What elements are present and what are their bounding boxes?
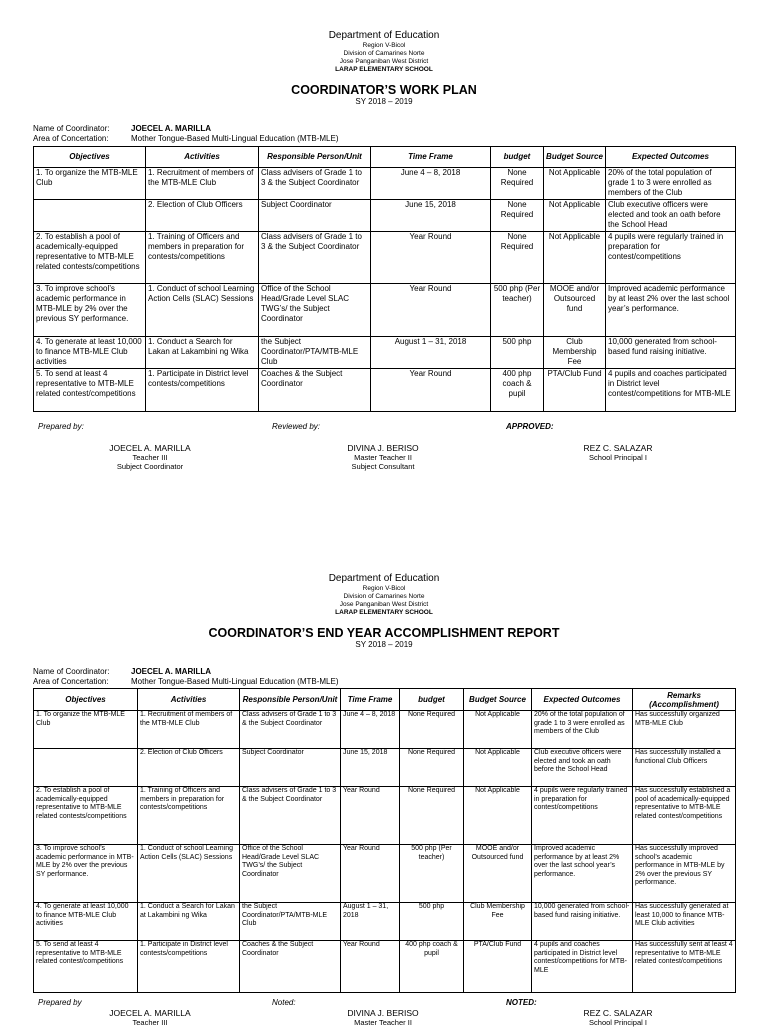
table-cell: June 4 – 8, 2018 xyxy=(341,711,400,749)
table-cell: Year Round xyxy=(371,232,491,284)
approved-label: APPROVED: xyxy=(506,422,554,431)
signatory-position: Master Teacher II xyxy=(354,1018,412,1027)
col-header: Budget Source xyxy=(464,689,532,711)
table-cell: 5. To send at least 4 representative to MTB-MLE related contest/competitions xyxy=(34,369,146,412)
table-cell: MOOE and/or Outsourced fund xyxy=(544,284,606,337)
table-cell: Class advisers of Grade 1 to 3 & the Subject Coordinator xyxy=(240,711,341,749)
dept-name: Department of Education xyxy=(328,573,440,584)
table-cell: Not Applicable xyxy=(464,711,532,749)
table-cell: 400 php coach & pupil xyxy=(400,941,464,993)
col-header: Objectives xyxy=(34,689,138,711)
area-label: Area of Concertation: xyxy=(33,677,109,686)
table-cell: Office of the School Head/Grade Level SLAC TWG’s/ the Subject Coordinator xyxy=(259,284,371,337)
table-cell: Has successfully improved school’s academic performance in MTB-MLE by 2% over the previous SY performance. xyxy=(633,845,736,903)
table-cell: Year Round xyxy=(341,941,400,993)
coordinator-info xyxy=(33,124,339,144)
area-value: Mother Tongue-Based Multi-Lingual Education (MTB-MLE) xyxy=(131,677,339,686)
table-cell: 4. To generate at least 10,000 to finance MTB-MLE Club activities xyxy=(34,903,138,941)
signature-block xyxy=(90,1008,210,1027)
signatory-position: Subject Consultant xyxy=(351,462,415,471)
table-cell: Year Round xyxy=(371,369,491,412)
signatory-position: Teacher III xyxy=(132,1018,168,1027)
prepared-label: Prepared by xyxy=(38,998,82,1007)
table-cell: 1. Training of Officers and members in preparation for contests/competitions xyxy=(138,787,240,845)
table-cell: 500 php xyxy=(400,903,464,941)
table-cell: the Subject Coordinator/PTA/MTB-MLE Club xyxy=(259,337,371,369)
table-cell: August 1 – 31, 2018 xyxy=(371,337,491,369)
table-cell: 500 php (Per teacher) xyxy=(491,284,544,337)
table-cell: 20% of the total population of grade 1 to 3 were enrolled as members of the Club xyxy=(532,711,633,749)
table-cell: None Required xyxy=(400,749,464,787)
signatory-name: REZ C. SALAZAR xyxy=(583,443,653,453)
table-cell: Office of the School Head/Grade Level SLAC TWG’s/ the Subject Coordinator xyxy=(240,845,341,903)
table-cell: Coaches & the Subject Coordinator xyxy=(240,941,341,993)
region: Region V-Bicol xyxy=(362,585,406,592)
signatory-position: School Principal I xyxy=(589,453,647,462)
table-cell: Coaches & the Subject Coordinator xyxy=(259,369,371,412)
district: Jose Panganiban West District xyxy=(339,58,429,65)
signatory-position: Subject Coordinator xyxy=(116,462,184,471)
table-cell: None Required xyxy=(491,232,544,284)
table-cell: 500 php xyxy=(491,337,544,369)
table-cell: Has successfully installed a functional Club Officers xyxy=(633,749,736,787)
table-cell: 4 pupils were regularly trained in preparation for contest/competitions xyxy=(532,787,633,845)
table-cell xyxy=(34,200,146,232)
coordinator-label: Name of Coordinator: xyxy=(33,124,110,133)
dept-name: Department of Education xyxy=(328,30,440,41)
col-header: Time Frame xyxy=(371,147,491,168)
table-cell: Not Applicable xyxy=(544,232,606,284)
signatory-position: School Principal I xyxy=(589,1018,647,1027)
table-cell: Year Round xyxy=(371,284,491,337)
table-row xyxy=(34,284,736,337)
signatory-name: DIVINA J. BERISO xyxy=(347,443,419,453)
table-cell: 20% of the total population of grade 1 to 3 were enrolled as members of the Club xyxy=(606,168,736,200)
table-cell xyxy=(34,749,138,787)
signature-block xyxy=(90,443,210,471)
table-row xyxy=(34,200,736,232)
work-plan-table xyxy=(33,146,736,412)
table-cell: Not Applicable xyxy=(544,168,606,200)
table-row xyxy=(34,787,736,845)
col-header: Budget Source xyxy=(544,147,606,168)
table-cell: the Subject Coordinator/PTA/MTB-MLE Club xyxy=(240,903,341,941)
coordinator-name: JOECEL A. MARILLA xyxy=(131,124,212,133)
table-cell: Has successfully generated at least 10,000 to finance MTB-MLE Club activities xyxy=(633,903,736,941)
col-header: Responsible Person/Unit xyxy=(259,147,371,168)
col-header: Expected Outcomes xyxy=(532,689,633,711)
table-cell: 10,000 generated from school-based fund raising initiative. xyxy=(606,337,736,369)
coordinator-name: JOECEL A. MARILLA xyxy=(131,667,212,676)
table-cell: 1. Recruitment of members of the MTB-MLE Club xyxy=(146,168,259,200)
table-cell: June 15, 2018 xyxy=(341,749,400,787)
table-cell: Has successfully sent at least 4 representative to MTB-MLE related contest/competitions xyxy=(633,941,736,993)
signatory-name: JOECEL A. MARILLA xyxy=(109,1008,191,1018)
table-cell: PTA/Club Fund xyxy=(464,941,532,993)
division: Division of Camarines Norte xyxy=(343,593,425,600)
table-cell: 1. Participate in District level contests/competitions xyxy=(138,941,240,993)
signatory-position: Teacher III xyxy=(132,453,168,462)
noted-label: Noted: xyxy=(272,998,296,1007)
table-cell: August 1 – 31, 2018 xyxy=(341,903,400,941)
school-name: LARAP ELEMENTARY SCHOOL xyxy=(335,66,433,73)
signature-block xyxy=(558,1008,678,1027)
page-title: COORDINATOR’S END YEAR ACCOMPLISHMENT REPORT xyxy=(208,626,560,640)
table-cell: Club Membership Fee xyxy=(544,337,606,369)
table-cell: Subject Coordinator xyxy=(240,749,341,787)
table-cell: Improved academic performance by at least 2% over the last school year’s performance. xyxy=(606,284,736,337)
table-row xyxy=(34,337,736,369)
coordinator-label: Name of Coordinator: xyxy=(33,667,110,676)
table-cell: 4 pupils were regularly trained in preparation for contest/competitions xyxy=(606,232,736,284)
table-cell: Class advisers of Grade 1 to 3 & the Subject Coordinator xyxy=(240,787,341,845)
table-cell: 3. To improve school’s academic performance in MTB-MLE by 2% over the previous SY performance. xyxy=(34,845,138,903)
table-cell: 1. Conduct a Search for Lakan at Lakambini ng Wika xyxy=(138,903,240,941)
table-cell: MOOE and/or Outsourced fund xyxy=(464,845,532,903)
table-row xyxy=(34,941,736,993)
table-cell: 1. To organize the MTB-MLE Club xyxy=(34,711,138,749)
table-cell: Club executive officers were elected and took an oath before the School Head xyxy=(606,200,736,232)
table-cell: 1. Recruitment of members of the MTB-MLE Club xyxy=(138,711,240,749)
table-cell: None Required xyxy=(400,787,464,845)
table-cell: 2. Election of Club Officers xyxy=(138,749,240,787)
district: Jose Panganiban West District xyxy=(339,601,429,608)
table-cell: Year Round xyxy=(341,845,400,903)
school-year: SY 2018 – 2019 xyxy=(355,97,413,106)
area-label: Area of Concertation: xyxy=(33,134,109,143)
table-cell: 2. To establish a pool of academically-equipped representative to MTB-MLE related contests/competitions xyxy=(34,232,146,284)
table-cell: 1. Training of Officers and members in preparation for contests/competitions xyxy=(146,232,259,284)
table-cell: Has successfully established a pool of academically-equipped representative to MTB-MLE related contest/competitions xyxy=(633,787,736,845)
signatory-name: JOECEL A. MARILLA xyxy=(109,443,191,453)
table-cell: Not Applicable xyxy=(464,787,532,845)
table-cell: 5. To send at least 4 representative to MTB-MLE related contest/competitions xyxy=(34,941,138,993)
table-cell: None Required xyxy=(400,711,464,749)
table-cell: Subject Coordinator xyxy=(259,200,371,232)
table-row xyxy=(34,845,736,903)
table-row xyxy=(34,168,736,200)
signatory-name: REZ C. SALAZAR xyxy=(583,1008,653,1018)
table-cell: Club Membership Fee xyxy=(464,903,532,941)
school-name: LARAP ELEMENTARY SCHOOL xyxy=(335,609,433,616)
table-cell: 4 pupils and coaches participated in District level contest/competitions for MTB-MLE xyxy=(532,941,633,993)
col-header: budget xyxy=(491,147,544,168)
col-header: Responsible Person/Unit xyxy=(240,689,341,711)
table-cell: Club executive officers were elected and took an oath before the School Head xyxy=(532,749,633,787)
table-cell: 3. To improve school’s academic performance in MTB-MLE by 2% over the previous SY performance. xyxy=(34,284,146,337)
table-cell: None Required xyxy=(491,200,544,232)
col-header: Activities xyxy=(138,689,240,711)
table-cell: Year Round xyxy=(341,787,400,845)
table-cell: June 15, 2018 xyxy=(371,200,491,232)
table-cell: 1. Conduct a Search for Lakan at Lakambini ng Wika xyxy=(146,337,259,369)
signatory-name: DIVINA J. BERISO xyxy=(347,1008,419,1018)
col-header: Time Frame xyxy=(341,689,400,711)
table-cell: 1. Participate in District level contests/competitions xyxy=(146,369,259,412)
table-cell: 4. To generate at least 10,000 to finance MTB-MLE Club activities xyxy=(34,337,146,369)
table-header-row xyxy=(34,147,736,168)
table-row xyxy=(34,749,736,787)
signature-block xyxy=(323,1008,443,1027)
table-cell: 10,000 generated from school-based fund raising initiative. xyxy=(532,903,633,941)
work-plan-section xyxy=(0,30,768,107)
reviewed-label: Reviewed by: xyxy=(272,422,321,431)
col-header: Objectives xyxy=(34,147,146,168)
table-cell: 2. To establish a pool of academically-equipped representative to MTB-MLE related contests/competitions xyxy=(34,787,138,845)
signature-block xyxy=(558,443,678,462)
table-cell: Has successfully organized MTB-MLE Club xyxy=(633,711,736,749)
table-cell: Not Applicable xyxy=(544,200,606,232)
noted-label: NOTED: xyxy=(506,998,537,1007)
table-cell: None Required xyxy=(491,168,544,200)
accomplishment-table xyxy=(33,688,736,993)
signature-block xyxy=(323,443,443,471)
letterhead xyxy=(0,30,768,107)
school-year: SY 2018 – 2019 xyxy=(355,640,413,649)
table-cell: 400 php coach & pupil xyxy=(491,369,544,412)
col-header: Expected Outcomes xyxy=(606,147,736,168)
division: Division of Camarines Norte xyxy=(343,50,425,57)
table-row xyxy=(34,232,736,284)
page-title: COORDINATOR’S WORK PLAN xyxy=(291,83,477,97)
table-row xyxy=(34,711,736,749)
table-cell: 4 pupils and coaches participated in District level contest/competitions for MTB-MLE xyxy=(606,369,736,412)
col-header: Activities xyxy=(146,147,259,168)
table-cell: Improved academic performance by at least 2% over the last school year’s performance. xyxy=(532,845,633,903)
table-cell: PTA/Club Fund xyxy=(544,369,606,412)
prepared-label: Prepared by: xyxy=(38,422,84,431)
table-row xyxy=(34,369,736,412)
table-cell: 1. To organize the MTB-MLE Club xyxy=(34,168,146,200)
table-header-row xyxy=(34,689,736,711)
table-cell: 1. Conduct of school Learning Action Cells (SLAC) Sessions xyxy=(146,284,259,337)
letterhead xyxy=(0,573,768,650)
col-header: budget xyxy=(400,689,464,711)
table-cell: 2. Election of Club Officers xyxy=(146,200,259,232)
signatory-position: Master Teacher II xyxy=(354,453,412,462)
area-value: Mother Tongue-Based Multi-Lingual Education (MTB-MLE) xyxy=(131,134,339,143)
table-cell: 1. Conduct of school Learning Action Cells (SLAC) Sessions xyxy=(138,845,240,903)
table-row xyxy=(34,903,736,941)
region: Region V-Bicol xyxy=(362,42,406,49)
table-cell: Class advisers of Grade 1 to 3 & the Subject Coordinator xyxy=(259,232,371,284)
coordinator-info xyxy=(33,667,339,687)
col-header: Remarks (Accomplishment) xyxy=(633,689,736,711)
table-cell: June 4 – 8, 2018 xyxy=(371,168,491,200)
report-section xyxy=(0,573,768,650)
table-cell: Not Applicable xyxy=(464,749,532,787)
table-cell: 500 php (Per teacher) xyxy=(400,845,464,903)
table-cell: Class advisers of Grade 1 to 3 & the Subject Coordinator xyxy=(259,168,371,200)
